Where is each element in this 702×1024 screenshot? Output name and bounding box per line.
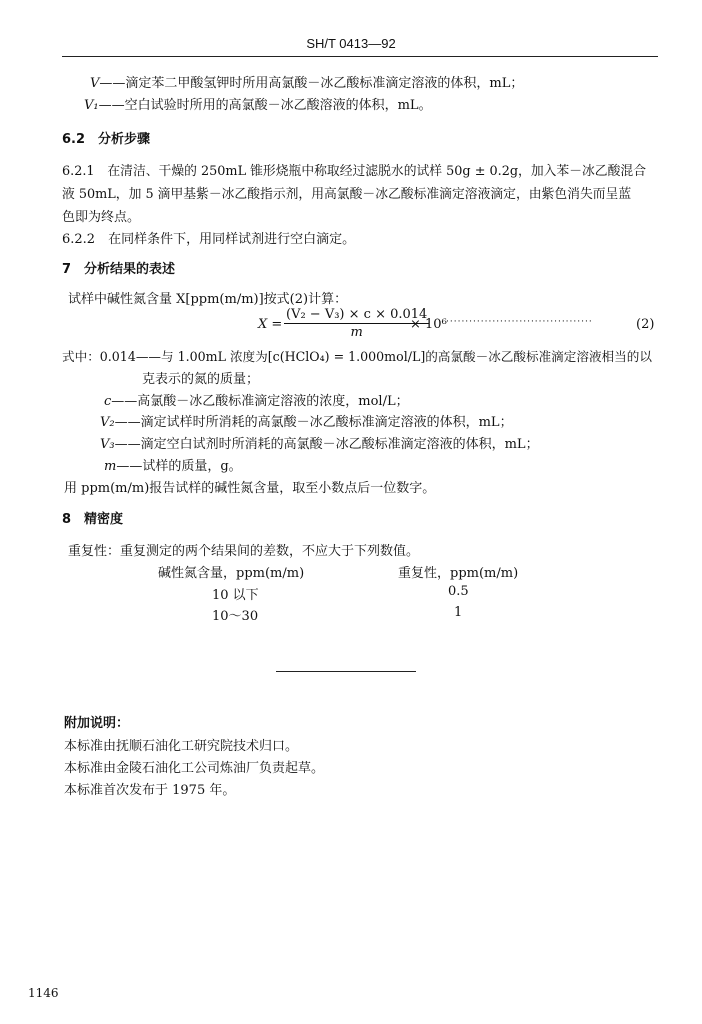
formula-lhs: X = — [258, 317, 283, 332]
var-symbol: V — [90, 76, 100, 91]
var-definition — [104, 390, 409, 409]
note-line: 本标准由抚顺石油化工研究院技术归口。 — [64, 739, 299, 754]
var-symbol: V₂ — [100, 415, 115, 430]
where-line2: 克表示的氮的质量； — [142, 372, 260, 387]
table-cell: 10～30 — [212, 609, 259, 624]
table-cell: 0.5 — [448, 584, 469, 599]
var-definition — [90, 72, 523, 91]
page-number: 1146 — [28, 986, 59, 1000]
header-rule — [62, 56, 658, 57]
var-description: ——空白试验时所用的高氯酸－冰乙酸溶液的体积，mL。 — [98, 98, 432, 113]
paragraph-6-2-1-line3: 色即为终点。 — [62, 210, 141, 225]
formula-denominator: m — [350, 325, 363, 340]
section-heading-6-2: 6.2 分析步骤 — [62, 132, 151, 147]
page-header: SH/T 0413—92 — [306, 36, 396, 51]
section-heading-7: 7 分析结果的表述 — [62, 262, 176, 277]
var-symbol: V₁ — [84, 98, 99, 113]
var-description: ——滴定试样时所消耗的高氯酸－冰乙酸标准滴定溶液的体积，mL； — [114, 415, 513, 430]
formula-fraction — [284, 307, 429, 340]
var-definition — [84, 94, 432, 113]
var-description: ——滴定空白试剂时所消耗的高氯酸－冰乙酸标准滴定溶液的体积，mL； — [114, 437, 539, 452]
table-cell: 1 — [454, 605, 463, 620]
var-symbol: m — [104, 459, 117, 474]
formula-leader: ······································ — [446, 317, 593, 327]
note-line: 本标准首次发布于 1975 年。 — [64, 783, 236, 798]
formula-numerator: (V₂ − V₃) × c × 0.014 — [286, 307, 428, 322]
equation-number: (2) — [636, 317, 655, 332]
report-instruction: 用 ppm(m/m)报告试样的碱性氮含量，取至小数点后一位数字。 — [64, 481, 436, 496]
table-header: 重复性，ppm(m/m) — [398, 566, 519, 581]
where-line1: 式中：0.014——与 1.00mL 浓度为[c(HClO₄) = 1.000mol/L]的高氯酸－冰乙酸标准滴定溶液相当的以 — [62, 349, 652, 364]
section-heading-8: 8 精密度 — [62, 512, 124, 527]
precision-intro: 重复性：重复测定的两个结果间的差数，不应大于下列数值。 — [68, 544, 420, 559]
table-header: 碱性氮含量，ppm(m/m) — [158, 566, 305, 581]
var-description: ——高氯酸－冰乙酸标准滴定溶液的浓度，mol/L； — [111, 394, 409, 409]
formula-intro: 试样中碱性氮含量 X[ppm(m/m)]按式(2)计算： — [68, 292, 348, 307]
var-definition — [104, 455, 242, 474]
notes-title: 附加说明： — [64, 716, 130, 731]
formula-tail: × 10⁶ — [410, 317, 447, 332]
note-line: 本标准由金陵石油化工公司炼油厂负责起草。 — [64, 761, 325, 776]
var-definition — [100, 411, 513, 430]
paragraph-6-2-1-line1: 6.2.1 在清洁、干燥的 250mL 锥形烧瓶中称取经过滤脱水的试样 50g ± 0.2g，加入苯－冰乙酸混合 — [62, 164, 646, 179]
var-description: ——试样的质量，g。 — [116, 459, 242, 474]
var-description: ——滴定苯二甲酸氢钾时所用高氯酸－冰乙酸标准滴定溶液的体积，mL； — [99, 76, 524, 91]
paragraph-6-2-1-line2: 液 50mL，加 5 滴甲基紫－冰乙酸指示剂，用高氯酸－冰乙酸标准滴定溶液滴定，由紫色消失而呈蓝 — [62, 187, 632, 202]
var-symbol: c — [104, 394, 112, 409]
end-rule — [276, 671, 416, 672]
var-symbol: V₃ — [100, 437, 115, 452]
paragraph-6-2-2: 6.2.2 在同样条件下，用同样试剂进行空白滴定。 — [62, 232, 356, 247]
var-definition — [100, 433, 539, 452]
table-cell: 10 以下 — [212, 588, 259, 603]
